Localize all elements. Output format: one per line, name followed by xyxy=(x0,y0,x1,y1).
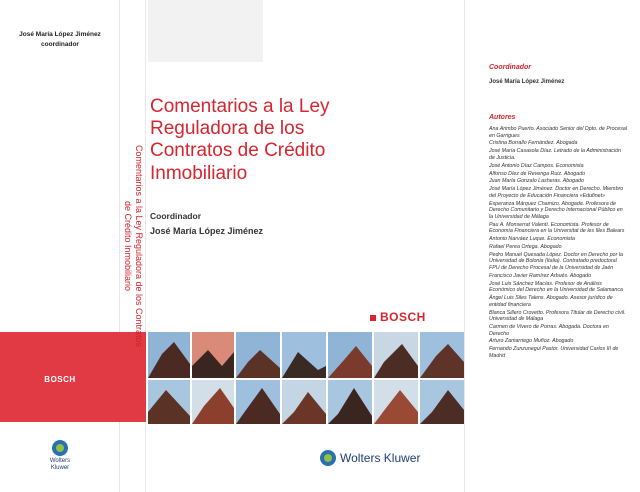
front-flap xyxy=(464,0,640,492)
author-item: José María López Jiménez. Doctor en Derecho. Miembro del Proyecto de Educación Financiera «Edufinet» xyxy=(489,186,624,199)
flap-logo-line2: Kluwer xyxy=(50,465,70,472)
flap-publisher: BOSCH xyxy=(44,375,76,384)
flap-logo-line1: Wolters xyxy=(49,458,71,464)
cover-publisher-text: BOSCH xyxy=(380,310,426,324)
author-item: Ángel Luis Siles Talens. Abogado. Asesor jurídico de entidad financiera xyxy=(489,295,613,308)
spine xyxy=(120,0,146,492)
cover-coordinator-label: Coordinador xyxy=(150,211,201,221)
author-item: Cristina Borrallo Fernández. Abogada xyxy=(489,140,578,147)
back-flap xyxy=(0,0,120,492)
author-item: Rafael Perea Ortega. Abogado xyxy=(489,243,562,250)
book-title-line4: Inmobiliario xyxy=(150,162,248,184)
author-item: Carmen de Vivero de Porras. Abogada. Doctora en Derecho xyxy=(489,323,609,337)
author-item: Blanca Sillero Crovetto. Profesora Titular de Derecho civil. Universidad de Málaga xyxy=(489,309,626,323)
author-item: Arturo Zamarriego Muñoz. Abogado xyxy=(489,338,574,345)
author-item: José María Casasola Díaz. Letrado de la Administración de Justicia. xyxy=(489,148,621,161)
author-item: Antonio Narváez Luque. Economista xyxy=(489,236,575,243)
cover-top-block xyxy=(148,0,263,62)
bosch-square-icon xyxy=(370,315,376,321)
cover-logo-text: Wolters Kluwer xyxy=(340,451,421,465)
author-item: Ana Arimbo Puerto. Asociado Senior del Dpto. de Procesal en Garrigues xyxy=(489,126,627,139)
authors-list xyxy=(489,126,627,361)
author-item: Esperanza Márquez Chamizo. Abogada. Profesora de Derecho Comunitario y Derecho Internacional Público en la Universidad de Málaga xyxy=(489,200,623,220)
spine-title-line1: Comentarios a la Ley Reguladora de los Contratos xyxy=(133,144,144,348)
cover-publisher-mark xyxy=(370,310,426,324)
flap-author-name: José María López Jiménez xyxy=(19,31,101,38)
book-title xyxy=(150,96,410,185)
author-item: Pedro Manuel Quesada López. Doctor en Derecho por la Universidad de Bolonia (Italia). Contratado predoctoral FPU de Derecho Procesal de la Universidad de Jaén xyxy=(489,251,623,271)
flap-author-role: coordinador xyxy=(41,40,79,48)
cover-photo-houses xyxy=(148,332,464,424)
spine-title-line2: de Crédito Inmobiliario xyxy=(122,200,133,292)
author-item: Alfonso Díez de Revenga Ruiz. Abogado xyxy=(489,170,586,177)
author-item: Francisco Javier Ramírez Arbués. Abogado xyxy=(489,272,592,279)
wolters-kluwer-icon xyxy=(320,450,336,466)
cover-wolters-kluwer-logo xyxy=(320,450,420,466)
book-title-line3: Contratos de Crédito xyxy=(150,140,326,162)
cover-coordinator-name: José María López Jiménez xyxy=(150,226,264,236)
author-item: Fernando Zunzunegui Pastor. Universidad Carlos III de Madrid xyxy=(489,346,619,359)
flap-wolters-kluwer-logo xyxy=(40,440,80,472)
flap-coordinator-name: José María López Jiménez xyxy=(489,79,565,85)
spine-title xyxy=(122,81,144,411)
author-item: José Antonio Díaz Campos. Economista xyxy=(489,162,584,169)
flap-authors-label: Autores xyxy=(489,114,516,121)
front-cover xyxy=(146,0,464,492)
flap-author-block xyxy=(8,30,112,50)
author-item: Pau A. Monserrat Valentí. Economista. Profesor de Economía Financiera en la Universitat de les Illes Balears xyxy=(489,221,625,235)
wolters-kluwer-icon xyxy=(52,440,68,456)
author-item: José Luis Sánchez Macías. Profesor de Análisis Económico del Derecho en la Universidad de Salamanca xyxy=(489,280,623,294)
houses-illustration xyxy=(148,332,464,424)
book-title-line2: Reguladora de los xyxy=(150,118,305,140)
author-item: Juan María Gonzalo Lasheras. Abogado xyxy=(489,178,584,185)
flap-coordinator-label: Coordinador xyxy=(489,64,531,71)
book-title-line1: Comentarios a la Ley xyxy=(150,96,330,117)
